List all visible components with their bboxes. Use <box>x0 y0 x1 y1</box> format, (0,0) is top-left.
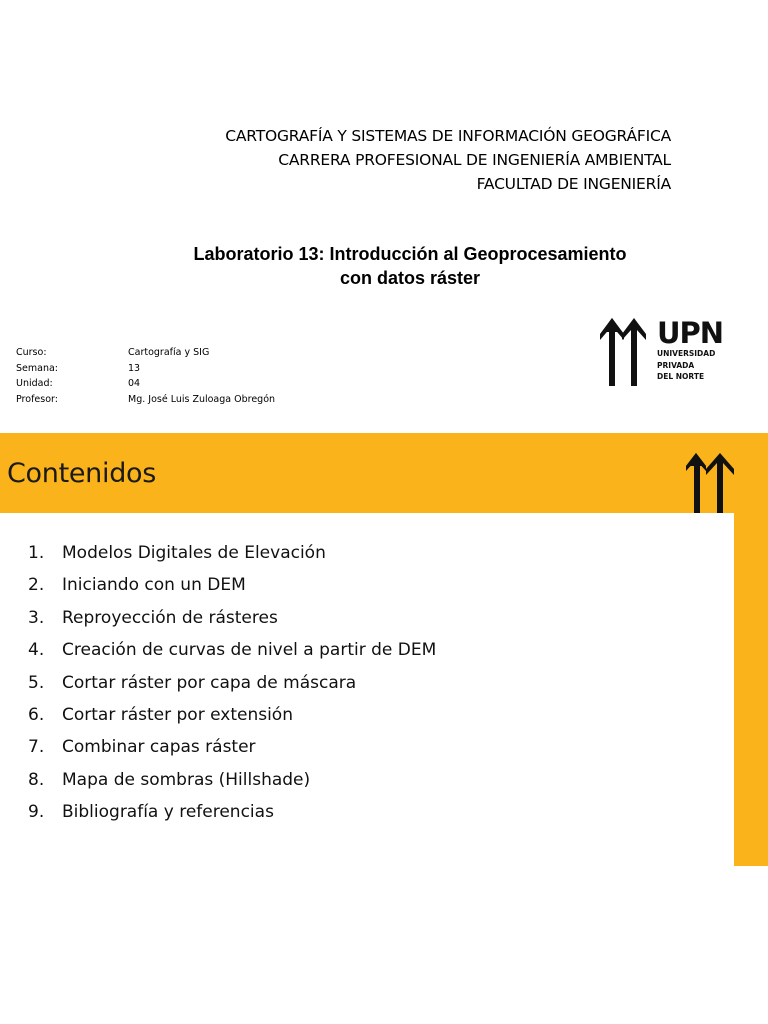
contents-list <box>28 537 436 829</box>
item-number: 1. <box>28 543 45 563</box>
info-value: Mg. José Luis Zuloaga Obregón <box>128 393 276 405</box>
accent-side-bar <box>734 513 768 866</box>
list-item <box>28 634 436 666</box>
info-row-week <box>16 361 275 377</box>
item-number: 3. <box>28 607 45 628</box>
info-value: 04 <box>128 378 141 389</box>
list-item <box>28 602 436 634</box>
item-text: Bibliografía y referencias <box>62 802 274 823</box>
item-text: Cortar ráster por capa de máscara <box>62 672 357 693</box>
item-text: Mapa de sombras (Hillshade) <box>62 769 311 790</box>
item-text: Modelos Digitales de Elevación <box>62 543 326 563</box>
course-title: CARTOGRAFÍA Y SISTEMAS DE INFORMACIÓN GEOGRÁFICA <box>225 127 671 145</box>
list-item <box>28 731 436 763</box>
item-number: 5. <box>28 672 45 693</box>
logo-sub-2: PRIVADA <box>657 360 695 370</box>
item-number: 4. <box>28 640 45 661</box>
logo-sub-3: DEL NORTE <box>657 372 705 381</box>
item-text: Creación de curvas de nivel a partir de DEM <box>62 640 437 661</box>
info-label: Curso: <box>16 347 47 358</box>
course-info <box>16 345 275 407</box>
info-row-professor <box>16 392 275 408</box>
contents-title: Contenidos <box>7 458 157 489</box>
info-label: Semana: <box>16 362 58 374</box>
lab-title-line-2: con datos ráster <box>339 268 481 288</box>
logo-sub-1: UNIVERSIDAD <box>657 349 716 358</box>
info-label: Unidad: <box>16 378 53 389</box>
logo-name: UPN <box>657 316 724 350</box>
item-number: 9. <box>28 802 45 823</box>
list-item <box>28 537 436 569</box>
item-text: Iniciando con un DEM <box>62 575 246 596</box>
info-label: Profesor: <box>16 393 58 405</box>
info-row-unit <box>16 376 275 392</box>
list-item <box>28 569 436 601</box>
item-number: 6. <box>28 705 45 726</box>
list-item <box>28 764 436 796</box>
upn-wordmark <box>657 318 723 383</box>
lab-title <box>100 242 720 290</box>
list-item <box>28 796 436 828</box>
info-value: 13 <box>128 362 141 374</box>
list-item <box>28 699 436 731</box>
item-text: Combinar capas ráster <box>62 737 256 758</box>
list-item <box>28 667 436 699</box>
item-number: 7. <box>28 737 45 758</box>
info-value: Cartografía y SIG <box>128 347 210 358</box>
upn-arrows-small-icon <box>686 453 736 515</box>
info-row-course <box>16 345 275 361</box>
faculty-title: FACULTAD DE INGENIERÍA <box>476 175 671 193</box>
item-number: 8. <box>28 769 45 790</box>
course-header <box>225 124 671 196</box>
lab-title-line-1: Laboratorio 13: Introducción al Geoprocesamiento <box>193 244 627 264</box>
item-text: Reproyección de rásteres <box>62 607 278 628</box>
item-text: Cortar ráster por extensión <box>62 705 293 726</box>
career-title: CARRERA PROFESIONAL DE INGENIERÍA AMBIENTAL <box>278 151 671 169</box>
item-number: 2. <box>28 575 45 596</box>
